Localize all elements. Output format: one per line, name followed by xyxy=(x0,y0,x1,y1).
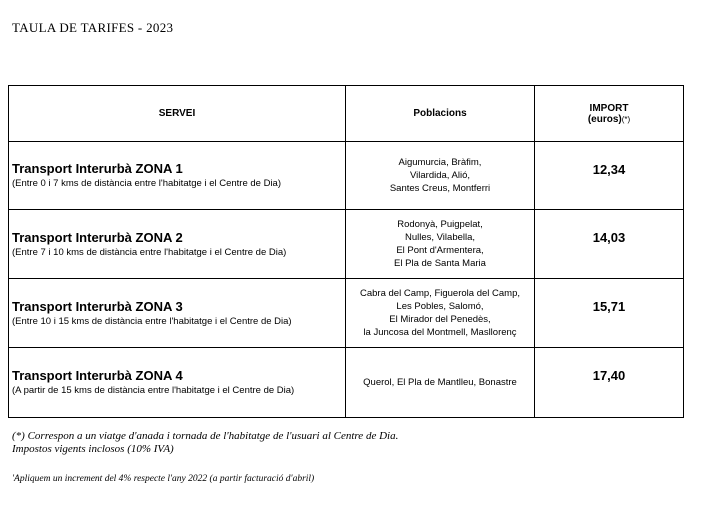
populations-cell xyxy=(346,348,535,418)
service-description: (Entre 7 i 10 kms de distància entre l'habitatge i el Centre de Dia) xyxy=(12,246,287,258)
population-line: Nulles, Vilabella, xyxy=(404,232,476,243)
header-service: SERVEI xyxy=(9,86,346,142)
service-description: (Entre 0 i 7 kms de distància entre l'habitatge i el Centre de Dia) xyxy=(12,178,282,189)
footnote-trip: (*) Correspon a un viatge d'anada i tornada de l'habitatge de l'usuari al Centre de Dia. xyxy=(12,430,399,442)
population-line: El Mirador del Penedès, xyxy=(389,314,491,325)
population-line: Cabra del Camp, Figuerola del Camp, xyxy=(360,288,520,299)
header-import-note: (*) xyxy=(621,114,631,124)
population-line: El Pont d'Armentera, xyxy=(396,245,484,256)
price-cell: 14,03 xyxy=(535,210,684,279)
footnote-taxes: Impostos vigents inclosos (10% IVA) xyxy=(12,443,174,455)
populations-cell xyxy=(346,210,535,279)
service-name: Transport Interurbà ZONA 1 xyxy=(12,161,183,176)
service-description: (A partir de 15 kms de distància entre l'habitatge i el Centre de Dia) xyxy=(12,385,295,396)
service-cell xyxy=(9,279,346,348)
service-description: (Entre 10 i 15 kms de distància entre l'habitatge i el Centre de Dia) xyxy=(12,315,292,327)
population-line: Les Pobles, Salomó, xyxy=(396,301,484,312)
population-line: la Juncosa del Montmell, Masllorenç xyxy=(363,327,517,338)
footnote-increase: 'Apliquem un increment del 4% respecte l'any 2022 (a partir facturació d'abril) xyxy=(12,474,315,484)
table-row xyxy=(9,210,684,279)
header-populations: Poblacions xyxy=(346,86,535,142)
populations-cell xyxy=(346,279,535,348)
service-cell xyxy=(9,210,346,279)
population-line: Rodonyà, Puigpelat, xyxy=(397,219,483,230)
tariff-table xyxy=(8,85,684,418)
service-name: Transport Interurbà ZONA 2 xyxy=(12,229,183,245)
document-title: TAULA DE TARIFES - 2023 xyxy=(12,20,174,35)
header-import xyxy=(535,86,684,142)
price-cell: 15,71 xyxy=(535,279,684,348)
table-header-row xyxy=(9,86,684,142)
price-cell: 17,40 xyxy=(535,348,684,418)
header-import-label: IMPORT xyxy=(589,102,629,114)
table-row xyxy=(9,279,684,348)
population-line: Vilardida, Alió, xyxy=(409,170,471,181)
table-row xyxy=(9,348,684,418)
populations-cell xyxy=(346,142,535,210)
price-cell: 12,34 xyxy=(535,142,684,210)
table-row xyxy=(9,142,684,210)
population-line: Querol, El Pla de Mantlleu, Bonastre xyxy=(363,377,517,388)
service-cell xyxy=(9,142,346,210)
population-line: El Pla de Santa Maria xyxy=(394,258,486,269)
service-name: Transport Interurbà ZONA 4 xyxy=(12,368,183,383)
population-line: Santes Creus, Montferri xyxy=(389,183,491,194)
header-import-unit: (euros) xyxy=(587,113,622,125)
service-cell xyxy=(9,348,346,418)
population-line: Aigumurcia, Bràfim, xyxy=(398,157,482,168)
service-name: Transport Interurbà ZONA 3 xyxy=(12,298,183,314)
